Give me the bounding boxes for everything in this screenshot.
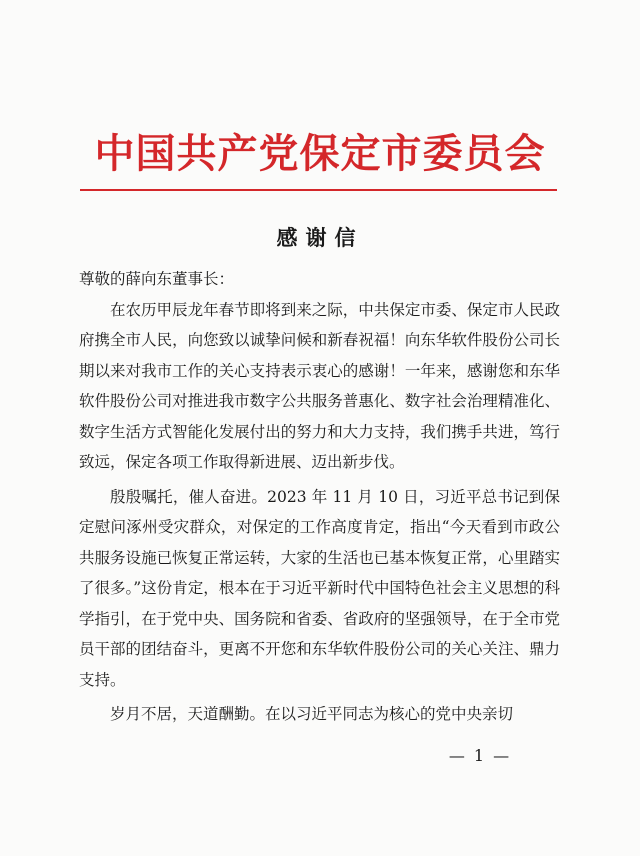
letterhead-red-rule bbox=[80, 189, 557, 191]
letter-body bbox=[79, 264, 560, 730]
page-number: — 1 — bbox=[448, 746, 512, 765]
organization-letterhead: 中国共产党保定市委员会 bbox=[94, 130, 546, 177]
paragraph-3: 岁月不居，天道酬勤。在以习近平同志为核心的党中央亲切 bbox=[110, 705, 514, 723]
salutation: 尊敬的薛向东董事长： bbox=[79, 270, 235, 288]
paragraph-1: 在农历甲辰龙年春节即将到来之际，中共保定市委、保定市人民政府携全市人民，向您致以诚挚问候和新春祝福！向东华软件股份公司长期以来对我市工作的关心支持表示衷心的感谢！一年来，感谢您和东华软件股份公司对推进我市数字公共服务普惠化、数字社会治理精准化、数字生活方式智能化发展付出的努力和大力支持，我们携手共进，笃行致远，保定各项工作取得新进展、迈出新步伐。 bbox=[79, 300, 560, 471]
paragraph-2: 殷殷嘱托，催人奋进。2023 年 11 月 10 日，习近平总书记到保定慰问涿州受灾群众，对保定的工作高度肯定，指出“今天看到市政公共服务设施已恢复正常运转，大家的生活也已基本恢复正常，心里踏实了很多。”这份肯定，根本在于习近平新时代中国特色社会主义思想的科学指引，在于党中央、国务院和省委、省政府的坚强领导，在于全市党员干部的团结奋斗，更离不开您和东华软件股份公司的关心关注、鼎力支持。 bbox=[79, 487, 560, 689]
letter-title: 感谢信 bbox=[276, 225, 364, 250]
